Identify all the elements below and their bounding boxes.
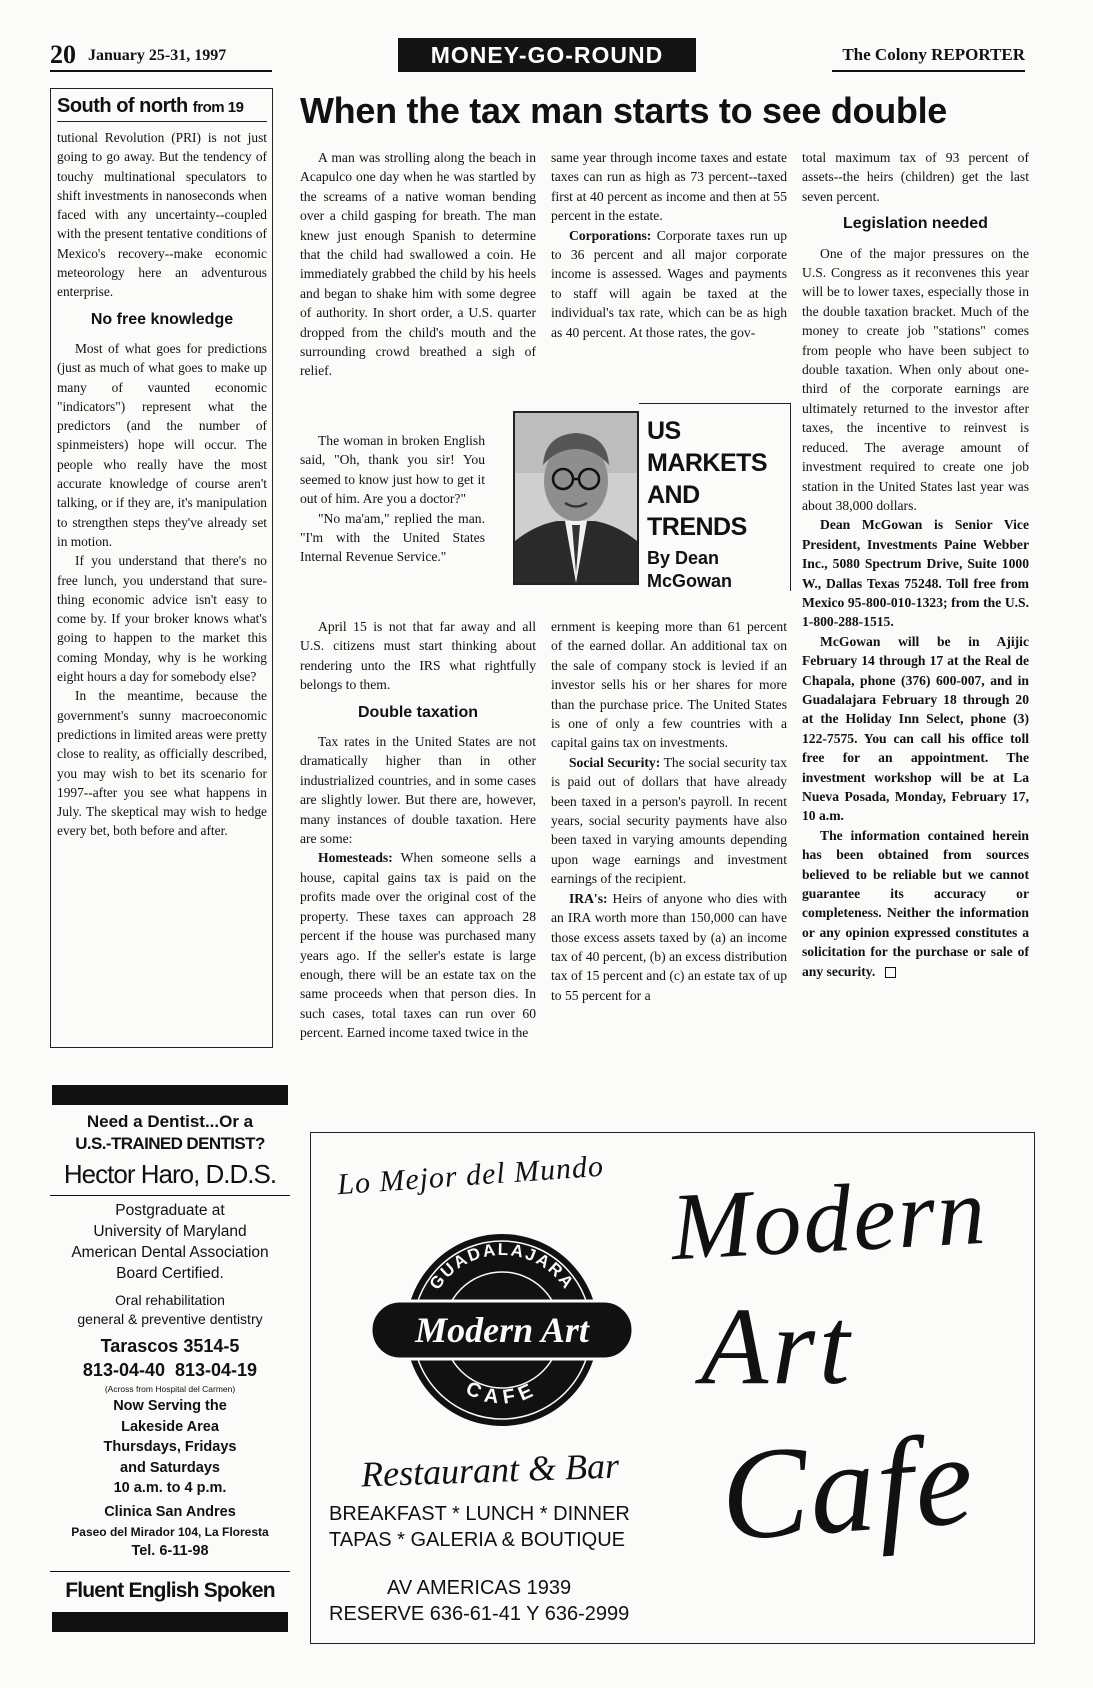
dentist-footer: Fluent English Spoken [50, 1571, 290, 1606]
sidebar-paragraph-1: tutional Revolution (PRI) is not just going to go away. But the tendency of touchy multinational speculators to shift investments in nanoseconds when faced with any uncertainty--coupled with the present tentative conditions of Mexico's recovery--make economic meteorology here an adventurous enterprise. [57, 130, 267, 300]
col1-subhead: Double taxation [357, 703, 478, 721]
cafe-seal-bottom-text: CAFE [462, 1377, 542, 1409]
sidebar-paragraph-4: In the meantime, because the government's sunny macroeconomic predictions in limited areas were pretty close to reality, as officially described, you may wish to bet its scenario for 1997--after you see what happens in July. The skeptical may wish to hedge every bet, both before and after. [57, 688, 267, 839]
col2-lead-social-security: Social Security: [569, 754, 661, 770]
col3-paragraph-1: total maximum tax of 93 percent of assets--the heirs (children) get the last seven percent. [802, 150, 1029, 204]
dentist-across: (Across from Hospital del Carmen) [104, 1384, 236, 1394]
col2-lead-corporations: Corporations: [569, 227, 652, 243]
cafe-services-2: TAPAS * GALERIA & BOUTIQUE [329, 1529, 626, 1551]
col2-paragraph-5-text: Heirs of anyone who dies with an IRA worth more than 150,000 can have those excess assets taxed by (a) an income tax of 40 percent, (b) an excess distribution tax of 15 percent and (c) an estate tax of up to 55 percent for a [551, 890, 787, 1003]
sidebar-title [57, 95, 267, 122]
page-header [50, 40, 1025, 72]
headline: When the tax man starts to see double [300, 90, 948, 131]
col3-paragraph-5 [802, 826, 1029, 981]
article-column-2-upper [551, 148, 787, 342]
cafe-seal-mid-text: Modern Art [415, 1310, 589, 1350]
section-banner: MONEY-GO-ROUND [398, 38, 696, 72]
column-title-line-2: MARKETS [647, 449, 768, 477]
sidebar-text [57, 128, 267, 841]
col3-paragraph-5-text: The information contained herein has been obtained from sources believed to be reliable but we cannot guarantee its accuracy or completeness. Neither the information or any opinion expressed constitutes a solicitation for the purchase or sale of any security. [802, 827, 1029, 979]
article-column-2-lower [551, 617, 787, 1005]
header-rule-right [832, 70, 1025, 72]
column-promo-box [513, 403, 783, 591]
column-title-line-4: TRENDS [647, 513, 747, 541]
col1-paragraph-3: "No ma'am," replied the man. "I'm with the United States Internal Revenue Service." [300, 510, 485, 565]
dentist-ad-line-1: Need a Dentist...Or a [86, 1112, 254, 1131]
column-byline-1: By Dean [647, 548, 720, 568]
dentist-clinic-address: Paseo del Mirador 104, La Floresta [71, 1524, 269, 1539]
article-column-3 [802, 148, 1029, 981]
cafe-calligraphy-logo [661, 1156, 1021, 1623]
cafe-tagline-script: Lo Mejor del Mundo [336, 1149, 605, 1202]
col3-paragraph-3: Dean McGowan is Senior Vice President, Investments Paine Webber Inc., 5080 Spectrum Drive, Suite 1000 W., Dallas Texas 75248. Toll free from Mexico 95-800-010-1323; from the U.S. 1-800-288-1515. [802, 517, 1029, 630]
sidebar-title-suffix: from 19 [192, 99, 244, 116]
cafe-calligraphy-line-1: Modern [668, 1156, 990, 1281]
sidebar-box [50, 88, 273, 1048]
sidebar-paragraph-3: If you understand that there's no free lunch, you understand that sure-thing economic advice isn't easy to come by. If your broker knows what's going to happen to the market this coming Monday, why is he working eight hours a day for somebody else? [57, 553, 267, 685]
dentist-hours-5: 10 a.m. to 4 p.m. [113, 1480, 227, 1496]
col1-paragraph-4: April 15 is not that far away and all U.S. citizens must start thinking about rendering unto the IRS what rightfully belongs to them. [300, 619, 536, 693]
dentist-credential-4: Board Certified. [116, 1265, 224, 1282]
cafe-seal-top-text: GUADALAJARA [425, 1239, 579, 1294]
col3-paragraph-2: One of the major pressures on the U.S. Congress as it reconvenes this year will be to lower taxes, especially those in the double taxation bracket. Much of the money to create job "stations" comes from people who have been subject to double taxation. When only about one-third of the corporate earnings are ultimately returned to the investor after taxes, the incentive to reinvest is reduced. The average amount of investment required to create one job station in the United States last year was about 38,000 dollars. [802, 245, 1029, 513]
columnist-portrait-icon [515, 413, 637, 583]
col1-paragraph-1: A man was strolling along the beach in Acapulco one day when he was startled by the screams of a native woman bending over a child gasping for breath. The man knew just enough Spanish to determine that the child had swallowed a coin. He immediately grabbed the child by his heels and began to shake him with some degree of authority. In short order, a U.S. quarter dropped from the child's mouth and the surrounding crowd breathed a sigh of relief. [300, 150, 536, 379]
column-title-line-1: US [647, 417, 681, 445]
col2-paragraph-3: ernment is keeping more than 61 percent of the earned dollar. An additional tax on the sale of company stock is levied if an investor sells his or her shares for more than the purchase price. The United States is one of only a few countries with a capital gains tax on investments. [551, 619, 787, 751]
cafe-seal-icon [367, 1225, 637, 1435]
column-title-line-3: AND [647, 481, 700, 509]
cafe-restaurant-script: Restaurant & Bar [360, 1445, 620, 1495]
col1-paragraph-6 [300, 848, 536, 1042]
dentist-clinic: Clinica San Andres [104, 1503, 236, 1520]
col2-paragraph-5 [551, 889, 787, 1005]
dentist-ad [50, 1085, 290, 1643]
dentist-ad-bottom-bar [52, 1612, 288, 1632]
dentist-hours-4: and Saturdays [120, 1459, 220, 1476]
col3-paragraph-4: McGowan will be in Ajijic February 14 through 17 at the Real de Chapala, phone (376) 600-007, and in Guadalajara February 18 through 20 at the Holiday Inn Select, phone (3) 122-7575. You can call his office toll free for an appointment. The investment workshop will be at La Nueva Posada, Monday, February 17, 10 a.m. [802, 633, 1029, 824]
cafe-calligraphy-line-2: Art [701, 1285, 854, 1407]
cafe-ad [310, 1132, 1035, 1644]
article-column-1-narrow [300, 431, 485, 567]
dentist-hours-2: Lakeside Area [121, 1418, 219, 1435]
col1-paragraph-5: Tax rates in the United States are not dramatically higher than in other industrialized countries, and in some cases are slightly lower. But there are, however, many instances of double taxation. Here are some: [300, 734, 536, 847]
end-mark-icon [885, 967, 896, 978]
dentist-credential-3: American Dental Association [71, 1244, 269, 1261]
cafe-address: AV AMERICAS 1939 [387, 1577, 572, 1599]
dentist-ad-top-bar [52, 1085, 288, 1105]
article-column-1-lower [300, 617, 536, 1043]
column-byline-2: McGowan [647, 571, 733, 591]
dentist-address: Tarascos 3514-5 [100, 1336, 240, 1356]
col2-paragraph-4 [551, 753, 787, 889]
dentist-credential-1: Postgraduate at [115, 1202, 225, 1219]
dentist-credential-2: University of Maryland [93, 1223, 247, 1240]
cafe-services-1: BREAKFAST * LUNCH * DINNER [329, 1503, 630, 1525]
dentist-hours-1: Now Serving the [113, 1398, 227, 1414]
dentist-service-2: general & preventive dentistry [77, 1311, 263, 1327]
col1-paragraph-2: The woman in broken English said, "Oh, thank you sir! You seemed to know just how to get it out of him. Are you a doctor?" [300, 433, 485, 507]
page-number: 20 [50, 40, 76, 69]
col3-subhead: Legislation needed [843, 215, 988, 233]
header-rule-left [50, 70, 272, 72]
issue-date: January 25-31, 1997 [88, 47, 227, 64]
column-byline [647, 547, 732, 593]
sidebar-subhead: No free knowledge [90, 310, 234, 328]
col2-paragraph-2 [551, 226, 787, 342]
sidebar-paragraph-2: Most of what goes for predictions (just as much of what goes to make up many of vaunted economic "indicators") represent what the predictors (and the number of spinmeisters) hope will occur. The people who really have the most accurate knowledge of course aren't talking, or if they are, it's manipulation to strengthen steps they've already set in motion. [57, 340, 267, 549]
sidebar-title-main: South of north [57, 95, 188, 117]
dentist-service-1: Oral rehabilitation [115, 1292, 225, 1308]
col2-paragraph-1: same year through income taxes and estate taxes can run as high as 73 percent--taxed first at 40 percent as income and then at 55 percent in the estate. [551, 150, 787, 224]
col1-paragraph-6-text: When someone sells a house, capital gains tax is paid on the profits made over the original cost of the property. These taxes can approach 28 percent if the house was purchased many years ago. If the seller's estate is large enough, there will be an estate tax on the same proceeds when that person dies. In such cases, total taxes can run over 60 percent. Earned income taxed twice in the [300, 850, 536, 1041]
col2-paragraph-2-text: Corporate taxes run up to 36 percent and all major corporate income is assessed. Wages and payments to staff will again be taxed at the individual's tax rate, which can be as high as 40 percent. At those rates, the gov- [551, 227, 787, 340]
cafe-reserve: RESERVE 636-61-41 Y 636-2999 [329, 1603, 630, 1625]
dentist-phones: 813-04-40 813-04-19 [82, 1360, 258, 1380]
col1-lead-homesteads: Homesteads: [318, 850, 393, 866]
col2-paragraph-4-text: The social security tax is paid out of dollars that have already been taxed in a person's payroll. In recent years, social security payments have also been taxed in varying amounts depending upon wage earnings and investment earnings of the recipient. [551, 754, 787, 887]
dentist-name: Hector Haro, D.D.S. [50, 1157, 290, 1196]
col2-lead-iras: IRA's: [569, 890, 608, 906]
dentist-ad-line-2: U.S.-TRAINED DENTIST? [75, 1134, 265, 1153]
columnist-photo [513, 411, 639, 585]
dentist-tel: Tel. 6-11-98 [131, 1542, 209, 1559]
column-title [647, 415, 767, 543]
cafe-calligraphy-line-3: Cafe [716, 1407, 980, 1569]
dentist-hours-3: Thursdays, Fridays [103, 1439, 237, 1455]
paper-name: The Colony REPORTER [842, 45, 1025, 64]
article-column-1 [300, 148, 536, 408]
